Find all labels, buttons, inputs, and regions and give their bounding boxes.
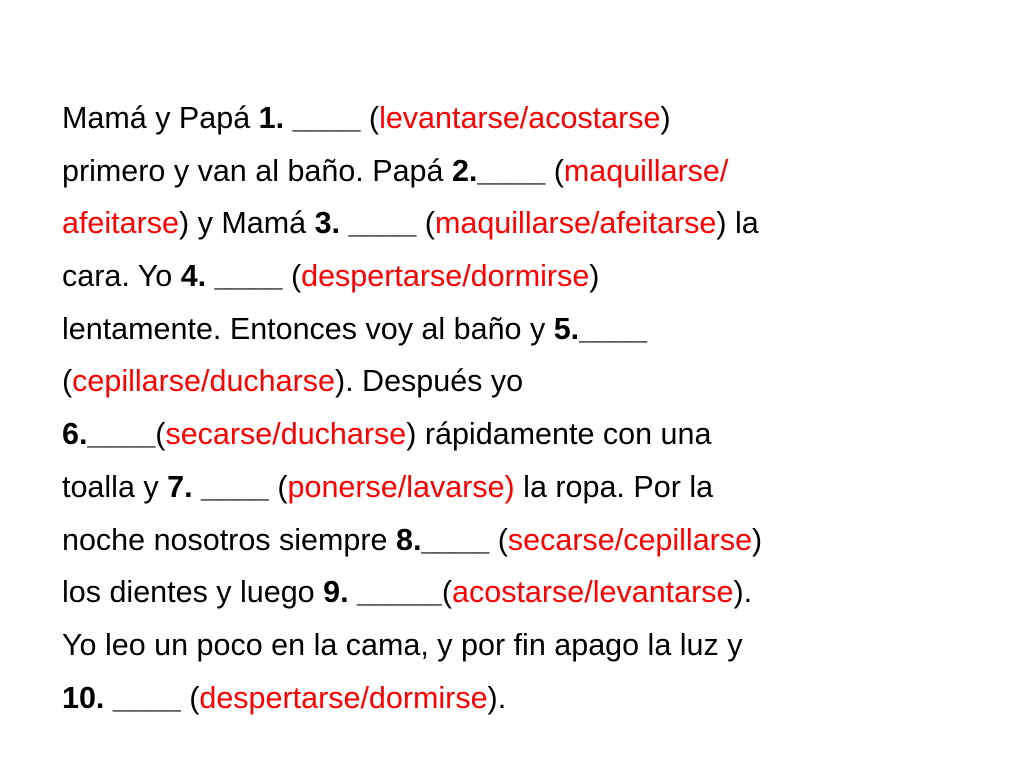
verb-options: despertarse/dormirse — [301, 259, 590, 294]
text-run: ) — [752, 522, 763, 557]
text-run: ( — [282, 259, 302, 294]
verb-options: acostarse/levantarse — [452, 575, 734, 610]
paragraph-line — [62, 145, 962, 198]
verb-options: maquillarse/afeitarse — [434, 206, 717, 241]
verb-options: levantarse/acostarse — [379, 101, 661, 135]
paragraph-line — [62, 355, 962, 408]
verb-options: cepillarse/ducharse — [72, 364, 335, 399]
paragraph-line — [62, 566, 962, 619]
text-run: ( — [268, 469, 288, 504]
blank-number: 8.____ — [395, 522, 490, 557]
text-run: ( — [360, 101, 380, 135]
verb-options: secarse/ducharse — [165, 417, 407, 452]
blank-number: 3. ____ — [314, 206, 417, 241]
text-run: ). Después yo — [334, 364, 524, 399]
paragraph-line — [62, 672, 962, 725]
text-run: ( — [62, 364, 73, 399]
blank-number: 7. ____ — [167, 469, 269, 504]
text-run: cara. Yo — [62, 259, 181, 294]
blank-number: 9. _____ — [323, 575, 442, 610]
paragraph-line — [62, 461, 962, 514]
verb-options: afeitarse — [62, 206, 179, 241]
text-run: ( — [489, 522, 508, 557]
text-run: ( — [416, 206, 435, 241]
text-run: ( — [441, 575, 453, 610]
text-run: ) — [589, 259, 600, 294]
exercise-paragraph — [62, 92, 962, 724]
text-run: primero y van al baño. Papá — [62, 153, 452, 188]
text-run: ( — [545, 153, 564, 188]
text-run: ) rápidamente con una — [406, 417, 712, 452]
blank-number: 4. ____ — [180, 259, 283, 294]
text-run: toalla y — [62, 469, 168, 504]
paragraph-line — [62, 514, 962, 567]
text-run: los dientes y luego — [62, 575, 324, 610]
paragraph-line — [62, 408, 962, 461]
text-run: ( — [155, 417, 166, 452]
blank-number: 5.____ — [553, 311, 647, 346]
paragraph-line — [62, 197, 962, 250]
paragraph-line — [62, 250, 962, 303]
text-run: ) y Mamá — [178, 206, 315, 241]
verb-options: ponerse/lavarse) — [287, 469, 515, 504]
text-run: ). — [487, 680, 507, 715]
text-run: Yo leo un poco en la cama, y por fin apago la luz y — [62, 627, 743, 662]
blank-number: 2.____ — [451, 153, 546, 188]
text-run: noche nosotros siempre — [62, 522, 396, 557]
text-run: Mamá y Papá — [62, 101, 259, 135]
text-run: la ropa. Por la — [514, 469, 714, 504]
text-run: ) la — [716, 206, 759, 241]
verb-options: secarse/cepillarse — [507, 522, 753, 557]
paragraph-line — [62, 92, 962, 145]
text-run: ( — [180, 680, 200, 715]
paragraph-line — [62, 619, 962, 672]
paragraph-line — [62, 303, 962, 356]
text-run: lentamente. Entonces voy al baño y — [62, 311, 554, 346]
verb-options: maquillarse/ — [563, 153, 729, 188]
blank-number: 6.____ — [62, 417, 156, 452]
blank-number: 10. ____ — [62, 680, 181, 715]
text-run: ). — [733, 575, 753, 610]
blank-number: 1. ____ — [258, 101, 361, 135]
verb-options: despertarse/dormirse — [199, 680, 488, 715]
text-run: ) — [660, 101, 671, 135]
